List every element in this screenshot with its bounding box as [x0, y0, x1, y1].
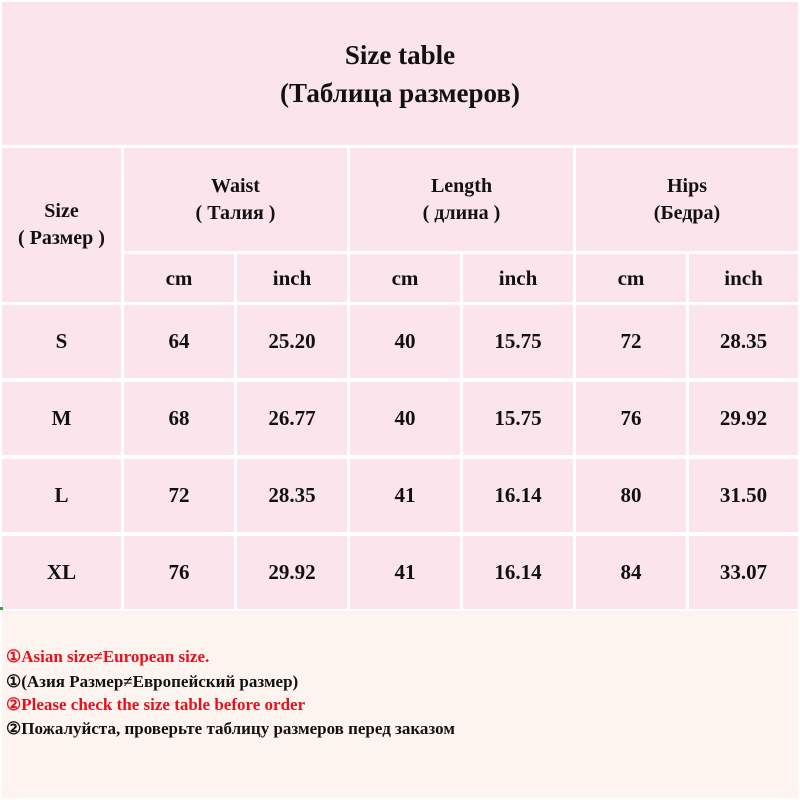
size-column-header [2, 148, 121, 302]
size-label-cell: L [2, 459, 121, 532]
title-line-russian: (Таблица размеров) [280, 77, 520, 108]
length-column-header [350, 148, 573, 251]
measurement-cell: 28.35 [689, 305, 798, 378]
measurement-cell: 25.20 [237, 305, 347, 378]
measurement-cell: 76 [124, 536, 234, 609]
hips-header-ru: (Бедра) [653, 201, 721, 224]
size-label-cell: M [2, 382, 121, 455]
note-asian-size-ru: ①(Азия Размер≠Европейский размер) [6, 672, 299, 691]
measurement-cell: 64 [124, 305, 234, 378]
size-label-cell: S [2, 305, 121, 378]
notes-panel [2, 611, 798, 798]
title-line-english: Size table [344, 39, 456, 70]
unit-header-cell: inch [463, 254, 573, 302]
measurement-cell: 15.75 [463, 382, 573, 455]
measurement-cell: 76 [576, 382, 686, 455]
waist-header-en: Waist [211, 174, 260, 197]
unit-header-cell: cm [350, 254, 460, 302]
corner-mark [0, 607, 3, 610]
measurement-cell: 33.07 [689, 536, 798, 609]
size-table-title [2, 2, 798, 145]
measurement-cell: 41 [350, 459, 460, 532]
note-asian-size-en: ①Asian size≠European size. [6, 647, 210, 666]
measurement-cell: 80 [576, 459, 686, 532]
measurement-cell: 31.50 [689, 459, 798, 532]
waist-header-ru: ( Талия ) [195, 201, 276, 224]
size-header-en: Size [44, 200, 79, 222]
measurement-cell: 40 [350, 382, 460, 455]
length-header-en: Length [430, 174, 493, 197]
unit-header-cell: cm [576, 254, 686, 302]
measurement-cell: 72 [124, 459, 234, 532]
unit-header-cell: inch [689, 254, 798, 302]
hips-header-en: Hips [666, 174, 708, 197]
measurement-cell: 41 [350, 536, 460, 609]
note-check-table-ru: ②Пожалуйста, проверьте таблицу размеров перед заказом [6, 719, 455, 738]
measurement-cell: 28.35 [237, 459, 347, 532]
measurement-cell: 84 [576, 536, 686, 609]
measurement-cell: 16.14 [463, 536, 573, 609]
hips-column-header [576, 148, 798, 251]
length-header-ru: ( длина ) [422, 201, 501, 224]
size-label-cell: XL [2, 536, 121, 609]
measurement-cell: 40 [350, 305, 460, 378]
note-check-table-en: ②Please check the size table before order [6, 695, 306, 714]
measurement-cell: 29.92 [237, 536, 347, 609]
measurement-cell: 26.77 [237, 382, 347, 455]
measurement-cell: 15.75 [463, 305, 573, 378]
measurement-cell: 68 [124, 382, 234, 455]
measurement-cell: 16.14 [463, 459, 573, 532]
waist-column-header [124, 148, 347, 251]
unit-header-cell: inch [237, 254, 347, 302]
size-header-ru: ( Размер ) [18, 227, 105, 249]
measurement-cell: 29.92 [689, 382, 798, 455]
unit-header-cell: cm [124, 254, 234, 302]
measurement-cell: 72 [576, 305, 686, 378]
